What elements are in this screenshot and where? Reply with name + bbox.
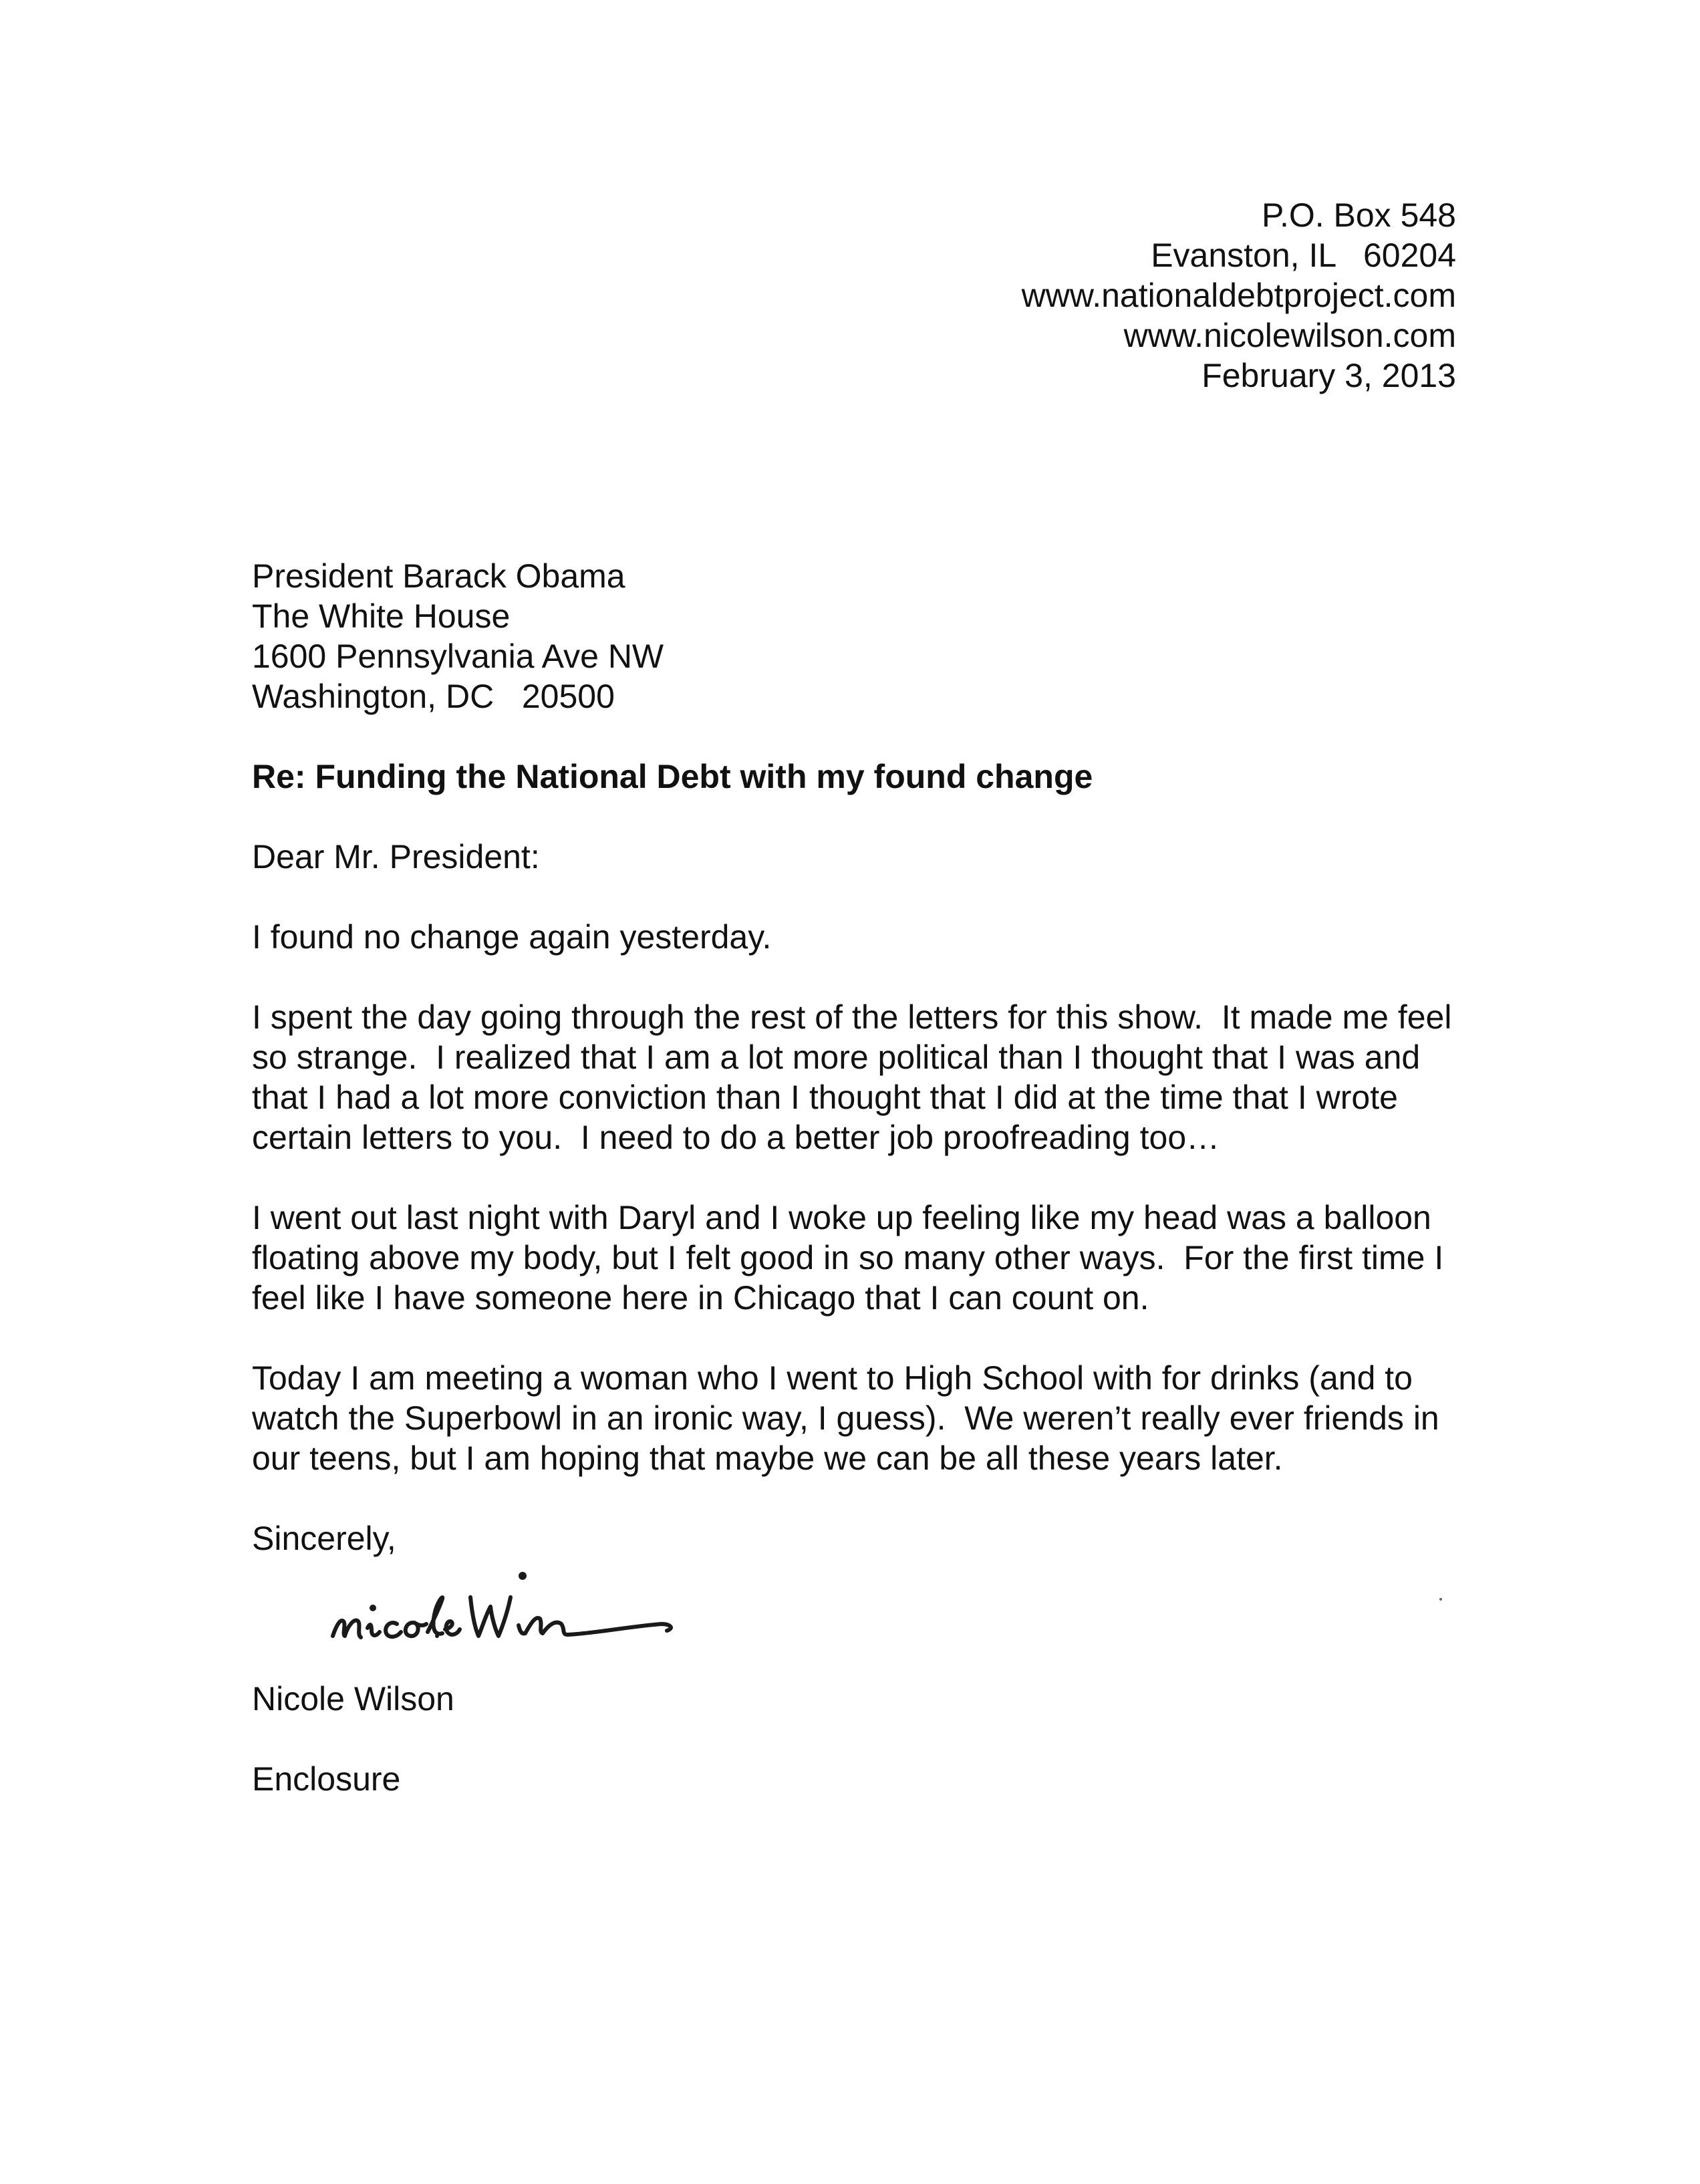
body-paragraph [252, 997, 1475, 1157]
recipient-organization: The White House [252, 597, 511, 635]
letter-date: February 3, 2013 [1201, 357, 1456, 394]
paragraph-line: feel like I have someone here in Chicago that I can count on. [252, 1279, 1149, 1317]
recipient-street: 1600 Pennsylvania Ave NW [252, 638, 664, 675]
body-paragraph [252, 1198, 1475, 1318]
paragraph-line: I went out last night with Daryl and I woke up feeling like my head was a balloon [252, 1199, 1431, 1236]
sender-address-block [721, 195, 1456, 396]
sender-website-2: www.nicolewilson.com [1123, 317, 1456, 354]
recipient-name: President Barack Obama [252, 557, 625, 595]
subject-line: Re: Funding the National Debt with my found change [252, 758, 1093, 795]
recipient-city-state-zip: Washington, DC 20500 [252, 678, 615, 715]
enclosure-notation: Enclosure [252, 1760, 401, 1798]
paragraph-line: our teens, but I am hoping that maybe we can be all these years later. [252, 1440, 1283, 1477]
paragraph-line: floating above my body, but I felt good in so many other ways. For the first time I [252, 1239, 1444, 1276]
paragraph-line: I spent the day going through the rest of the letters for this show. It made me feel [252, 998, 1452, 1036]
handwritten-signature [327, 1557, 688, 1657]
salutation: Dear Mr. President: [252, 838, 540, 875]
sender-po-box: P.O. Box 548 [1262, 196, 1456, 234]
signer-name: Nicole Wilson [252, 1680, 454, 1718]
paragraph-line: that I had a lot more conviction than I thought that I did at the time that I wrote [252, 1079, 1398, 1116]
paragraph-line: Today I am meeting a woman who I went to High School with for drinks (and to [252, 1359, 1413, 1397]
scan-speck [1439, 1598, 1442, 1601]
paragraph-line: watch the Superbowl in an ironic way, I guess). We weren’t really ever friends in [252, 1399, 1439, 1437]
recipient-address-block [252, 556, 1187, 716]
sender-city-state-zip: Evanston, IL 60204 [1151, 237, 1456, 274]
sender-website-1: www.nationaldebtproject.com [1021, 277, 1456, 314]
body-paragraph [252, 917, 1475, 957]
paragraph-line: certain letters to you. I need to do a better job proofreading too… [252, 1119, 1220, 1156]
body-paragraph [252, 1358, 1475, 1478]
paragraph-line: I found no change again yesterday. [252, 918, 772, 956]
paragraph-line: so strange. I realized that I am a lot more political than I thought that I was and [252, 1039, 1421, 1076]
complimentary-closing: Sincerely, [252, 1520, 396, 1557]
